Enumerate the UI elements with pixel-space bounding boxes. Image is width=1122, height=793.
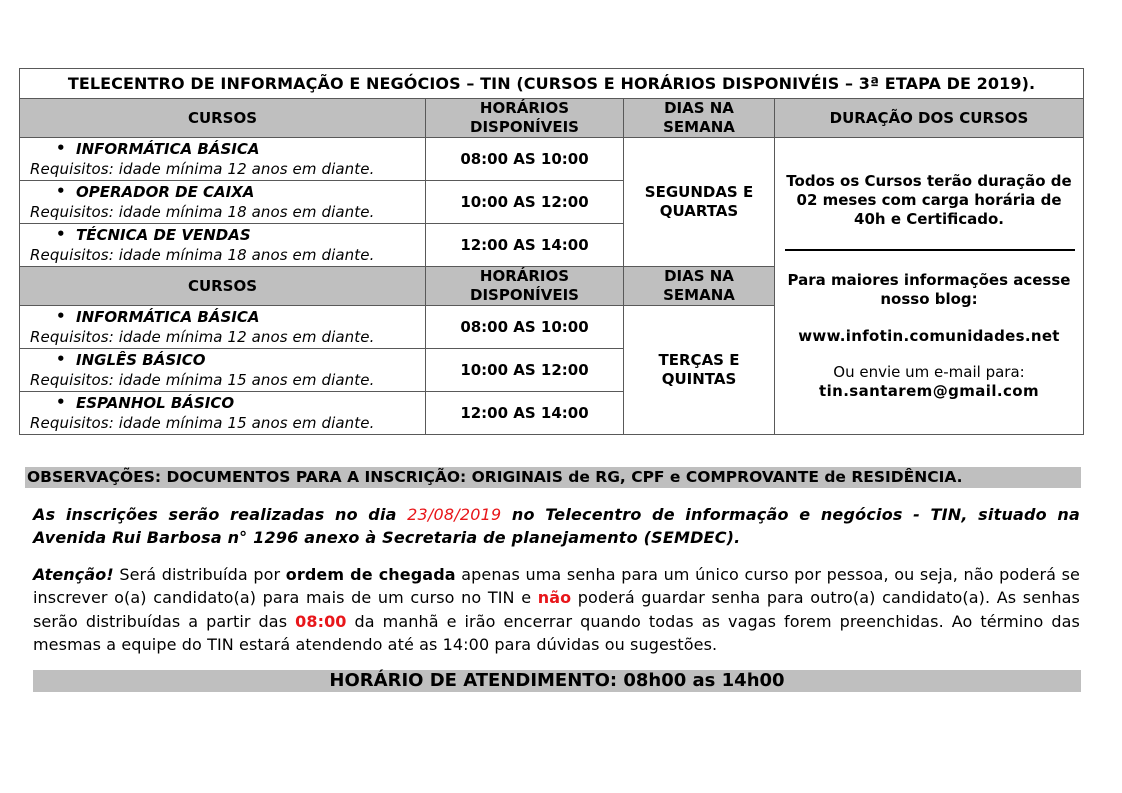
- header-horarios: [426, 99, 624, 138]
- attention-red-nao: não: [537, 588, 572, 608]
- days-line2: QUINTAS: [661, 370, 737, 388]
- header-dias: [624, 267, 775, 306]
- courses-table: [19, 68, 1084, 435]
- attention-label: Atenção!: [33, 565, 114, 584]
- table-title: TELECENTRO DE INFORMAÇÃO E NEGÓCIOS – TIN (CURSOS E HORÁRIOS DISPONIVÉIS – 3ª ETAPA DE 2019).: [20, 69, 1084, 99]
- header-cursos: CURSOS: [20, 267, 426, 306]
- header-dias-line2: SEMANA: [663, 286, 735, 304]
- course-cell: [20, 224, 426, 267]
- duration-text: Todos os Cursos terão duração de 02 meses com carga horária de 40h e Certificado.: [786, 172, 1072, 228]
- office-hours-banner: HORÁRIO DE ATENDIMENTO: 08h00 as 14h00: [33, 670, 1081, 692]
- course-time: 08:00 AS 10:00: [426, 306, 624, 349]
- email-intro: Ou envie um e-mail para:: [833, 363, 1025, 381]
- course-requirement: Requisitos: idade mínima 15 anos em diante.: [30, 371, 375, 389]
- attention-text-2: apenas uma senha para um único curso por pessoa, ou seja, não poderá se inscrever o(a) candidato(a) para mais de um curso no TIN e: [33, 565, 1080, 608]
- days-line1: SEGUNDAS E: [644, 183, 754, 201]
- header-cursos: CURSOS: [20, 99, 426, 138]
- course-time: 12:00 AS 14:00: [426, 224, 624, 267]
- observations-banner: OBSERVAÇÕES: DOCUMENTOS PARA A INSCRIÇÃO: ORIGINAIS de RG, CPF e COMPROVANTE de RESIDÊNCIA.: [25, 467, 1081, 488]
- blog-link[interactable]: www.infotin.comunidades.net: [798, 327, 1060, 345]
- course-cell: [20, 306, 426, 349]
- course-cell: [20, 392, 426, 435]
- course-time: 08:00 AS 10:00: [426, 138, 624, 181]
- header-horarios: [426, 267, 624, 306]
- course-cell: [20, 138, 426, 181]
- divider: [785, 249, 1075, 251]
- header-horarios-line2: DISPONÍVEIS: [470, 286, 579, 304]
- days-line2: QUARTAS: [659, 202, 739, 220]
- header-horarios-line2: DISPONÍVEIS: [470, 118, 579, 136]
- info-text: Para maiores informações acesse nosso blog:: [787, 271, 1071, 308]
- days-cell: [624, 306, 775, 435]
- bullet-icon: •: [56, 350, 66, 368]
- attention-red-time: 08:00: [295, 611, 347, 631]
- course-name: • INFORMÁTICA BÁSICA: [56, 307, 260, 326]
- attention-text-1: Será distribuída por: [113, 565, 286, 584]
- course-cell: [20, 181, 426, 224]
- header-dias-line2: SEMANA: [663, 118, 735, 136]
- info-cell: [775, 138, 1084, 435]
- bullet-icon: •: [56, 139, 66, 157]
- header-horarios-line1: HORÁRIOS: [479, 267, 570, 285]
- course-time: 12:00 AS 14:00: [426, 392, 624, 435]
- header-dias-line1: DIAS NA: [664, 99, 734, 117]
- course-time: 10:00 AS 12:00: [426, 181, 624, 224]
- header-dias: [624, 99, 775, 138]
- attention-paragraph: [33, 563, 1080, 656]
- course-requirement: Requisitos: idade mínima 18 anos em diante.: [30, 203, 375, 221]
- course-name: • TÉCNICA DE VENDAS: [56, 225, 251, 244]
- course-name: • ESPANHOL BÁSICO: [56, 393, 235, 412]
- header-duracao: DURAÇÃO DOS CURSOS: [775, 99, 1084, 138]
- course-requirement: Requisitos: idade mínima 12 anos em diante.: [30, 160, 375, 178]
- course-time: 10:00 AS 12:00: [426, 349, 624, 392]
- course-requirement: Requisitos: idade mínima 15 anos em diante.: [30, 414, 375, 432]
- days-line1: TERÇAS E: [658, 351, 740, 369]
- email-link[interactable]: tin.santarem@gmail.com: [819, 382, 1040, 400]
- registration-paragraph: [33, 503, 1080, 549]
- attention-text-4: da manhã e irão encerrar quando todas as vagas forem preenchidas. Ao término das mesmas a equipe do TIN estará atendendo até as 14:00 para dúvidas ou sugestões.: [33, 611, 1080, 654]
- course-requirement: Requisitos: idade mínima 12 anos em diante.: [30, 328, 375, 346]
- course-cell: [20, 349, 426, 392]
- registration-text-end: no Telecentro de informação e negócios - TIN, situado na Avenida Rui Barbosa n° 1296 anexo à Secretaria de planejamento (SEMDEC).: [33, 505, 1080, 547]
- course-name: • INFORMÁTICA BÁSICA: [56, 139, 260, 158]
- header-dias-line1: DIAS NA: [664, 267, 734, 285]
- bullet-icon: •: [56, 225, 66, 243]
- days-cell: [624, 138, 775, 267]
- attention-text-3: poderá guardar senha para outro(a) candidato(a). As senhas serão distribuídas a partir das: [33, 588, 1080, 631]
- bullet-icon: •: [56, 307, 66, 325]
- bullet-icon: •: [56, 393, 66, 411]
- registration-date: 23/08/2019: [407, 505, 502, 524]
- registration-text-start: As inscrições serão realizadas no dia: [33, 505, 408, 524]
- attention-bold-order: ordem de chegada: [285, 565, 456, 584]
- course-name: • OPERADOR DE CAIXA: [56, 182, 255, 201]
- course-requirement: Requisitos: idade mínima 18 anos em diante.: [30, 246, 375, 264]
- header-horarios-line1: HORÁRIOS: [479, 99, 570, 117]
- bullet-icon: •: [56, 182, 66, 200]
- course-name: • INGLÊS BÁSICO: [56, 350, 206, 369]
